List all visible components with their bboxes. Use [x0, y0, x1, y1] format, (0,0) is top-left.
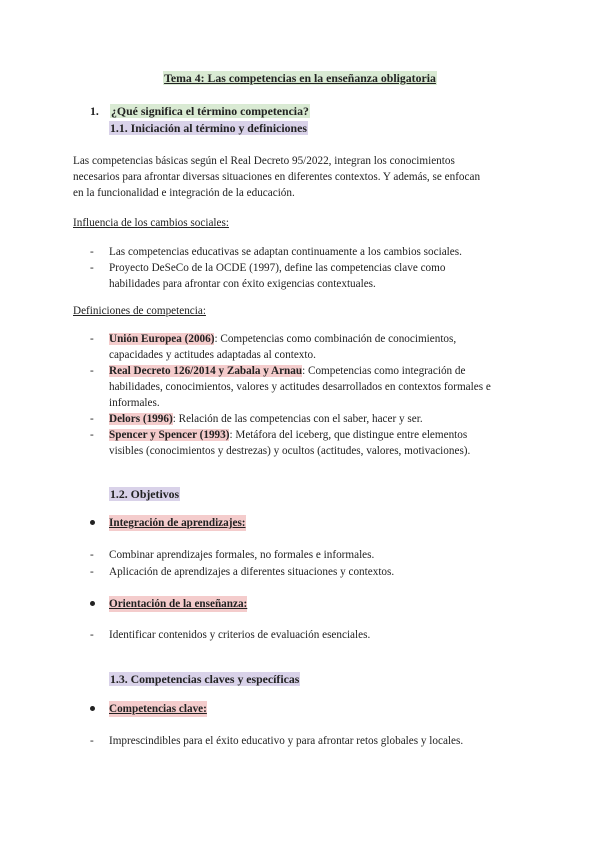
- list-item: - Aplicación de aprendizajes a diferentes situaciones y contextos.: [90, 566, 395, 578]
- dash-marker: -: [90, 413, 94, 425]
- section-number: 1.: [90, 104, 99, 118]
- dash-marker: -: [90, 333, 94, 345]
- definition-item: - Spencer y Spencer (1993): Metáfora del iceberg, que distingue entre elementos visibles (conocimientos y destrezas) y ocultos (actitudes, valores, motivaciones).: [90, 429, 471, 457]
- list-item: - Proyecto DeSeCo de la OCDE (1997), define las competencias clave como habilidades para afrontar con éxito exigencias contextuales.: [90, 262, 446, 290]
- section-heading-text: ¿Qué significa el término competencia?: [111, 104, 309, 118]
- bullet-heading: Competencias clave:: [90, 701, 207, 717]
- definition-author: Unión Europea (2006): [109, 333, 215, 345]
- bullet-heading: Orientación de la enseñanza:: [90, 596, 247, 612]
- dash-marker: -: [90, 735, 94, 747]
- dash-marker: -: [90, 429, 94, 441]
- section-heading-1: [90, 103, 310, 119]
- page-title: Tema 4: Las competencias en la enseñanza obligatoria: [164, 71, 436, 85]
- bullet-dot: [90, 601, 95, 606]
- definition-author: Delors (1996): [109, 413, 173, 425]
- dash-marker: -: [90, 365, 94, 377]
- list-item: - Imprescindibles para el éxito educativo y para afrontar retos globales y locales.: [90, 735, 464, 747]
- definition-item: - Real Decreto 126/2014 y Zabala y Arnau: Competencias como integración de habilidades, conocimientos, valores y actitudes desarrollados en contextos formales e informales.: [90, 365, 491, 409]
- subheading-1-2: 1.2. Objetivos: [110, 487, 180, 501]
- list-item: - Combinar aprendizajes formales, no formales e informales.: [90, 549, 375, 561]
- list-item: - Las competencias educativas se adaptan continuamente a los cambios sociales.: [90, 246, 462, 258]
- intro-line: Las competencias básicas según el Real Decreto 95/2022, integran los conocimientos: [73, 155, 455, 167]
- bullet-dot: [90, 520, 95, 525]
- influence-heading: Influencia de los cambios sociales:: [73, 217, 229, 229]
- definition-author: Spencer y Spencer (1993): [109, 429, 230, 441]
- bullet-dot: [90, 706, 95, 711]
- intro-line: necesarios para afrontar diversas situaciones en diferentes contextos. Y además, se enfocan: [73, 171, 481, 183]
- definition-item: - Unión Europea (2006): Competencias como combinación de conocimientos, capacidades y actitudes adaptadas al contexto.: [90, 333, 457, 361]
- intro-paragraph: [73, 153, 518, 201]
- dash-marker: -: [90, 549, 94, 561]
- dash-marker: -: [90, 262, 94, 274]
- list-item: - Identificar contenidos y criterios de evaluación esenciales.: [90, 629, 371, 641]
- definitions-heading: Definiciones de competencia:: [73, 305, 206, 317]
- subheading-1-3: 1.3. Competencias claves y específicas: [110, 672, 300, 686]
- dash-marker: -: [90, 566, 94, 578]
- dash-marker: -: [90, 629, 94, 641]
- dash-marker: -: [90, 246, 94, 258]
- definition-author: Real Decreto 126/2014 y Zabala y Arnau: [109, 365, 303, 377]
- bullet-heading: Integración de aprendizajes:: [90, 515, 246, 531]
- subheading-1-1: 1.1. Iniciación al término y definiciones: [110, 121, 307, 135]
- definition-item: - Delors (1996): Relación de las competencias con el saber, hacer y ser.: [90, 413, 423, 425]
- intro-line: en la funcionalidad e integración de la educación.: [73, 187, 295, 199]
